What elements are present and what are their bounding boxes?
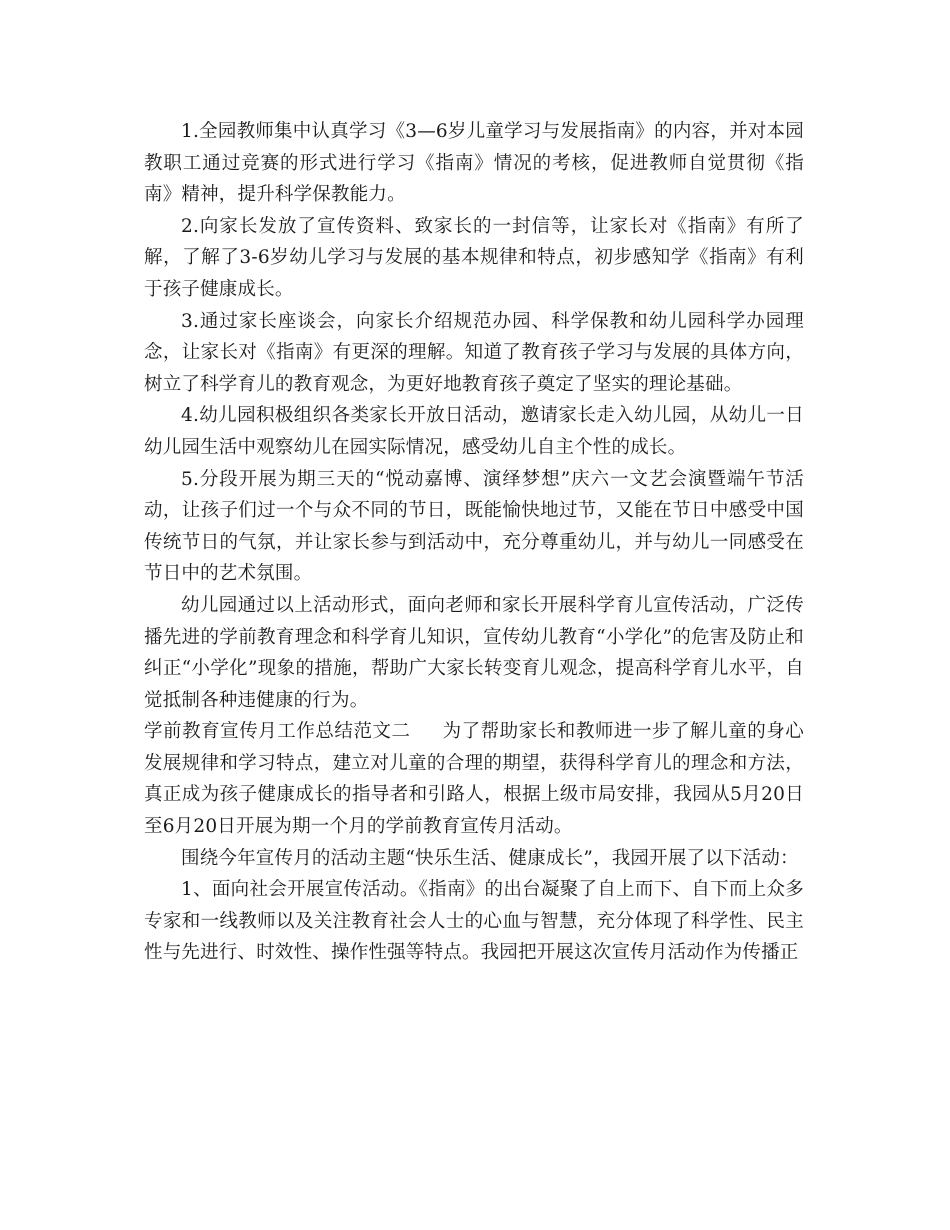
paragraph-5: 5.分段开展为期三天的“悦动嘉博、演绎梦想”庆六一文艺会演暨端午节活动，让孩子们过一个与众不同的节日，既能愉快地过节，又能在节日中感受中国传统节日的气氛，并让家长参与到活动中，充分尊重幼儿，并与幼儿一同感受在节日中的艺术氛围。 <box>144 468 804 585</box>
section-title: 学前教育宣传月工作总结范文二 <box>144 721 411 743</box>
section-body: 为了帮助家长和教师进一步了解儿童的身心发展规律和学习特点，建立对儿童的合理的期望，获得科学育儿的理念和方法，真正成为孩子健康成长的指导者和引路人，根据上级市局安排，我园从5月20日至6月20日开展为期一个月的学前教育宣传月活动。 <box>144 721 804 838</box>
paragraph-2: 2.向家长发放了宣传资料、致家长的一封信等，让家长对《指南》有所了解，了解了3-6岁幼儿学习与发展的基本规律和特点，初步感知学《指南》有利于孩子健康成长。 <box>144 215 804 300</box>
paragraph-8: 1、面向社会开展宣传活动。《指南》的出台凝聚了自上而下、自下而上众多专家和一线教师以及关注教育社会人士的心血与智慧，充分体现了科学性、民主性与先进行、时效性、操作性强等特点。我园把开展这次宣传月活动作为传播正 <box>144 879 804 964</box>
paragraph-4: 4.幼儿园积极组织各类家长开放日活动，邀请家长走入幼儿园，从幼儿一日幼儿园生活中观察幼儿在园实际情况，感受幼儿自主个性的成长。 <box>144 405 804 458</box>
paragraph-3: 3.通过家长座谈会，向家长介绍规范办园、科学保教和幼儿园科学办园理念，让家长对《指南》有更深的理解。知道了教育孩子学习与发展的具体方向，树立了科学育儿的教育观念，为更好地教育孩子奠定了坚实的理论基础。 <box>144 310 804 395</box>
section-paragraph <box>144 716 804 842</box>
paragraph-1: 1.全园教师集中认真学习《3—6岁儿童学习与发展指南》的内容，并对本园教职工通过竞赛的形式进行学习《指南》情况的考核，促进教师自觉贯彻《指南》精神，提升科学保教能力。 <box>144 121 804 206</box>
paragraph-7: 围绕今年宣传月的活动主题“快乐生活、健康成长”，我园开展了以下活动： <box>181 847 799 869</box>
document-body <box>144 116 804 969</box>
paragraph-6: 幼儿园通过以上活动形式，面向老师和家长开展科学育儿宣传活动，广泛传播先进的学前教育理念和科学育儿知识，宣传幼儿教育“小学化”的危害及防止和纠正“小学化”现象的措施，帮助广大家长转变育儿观念，提高科学育儿水平，自觉抵制各种违健康的行为。 <box>144 594 804 711</box>
